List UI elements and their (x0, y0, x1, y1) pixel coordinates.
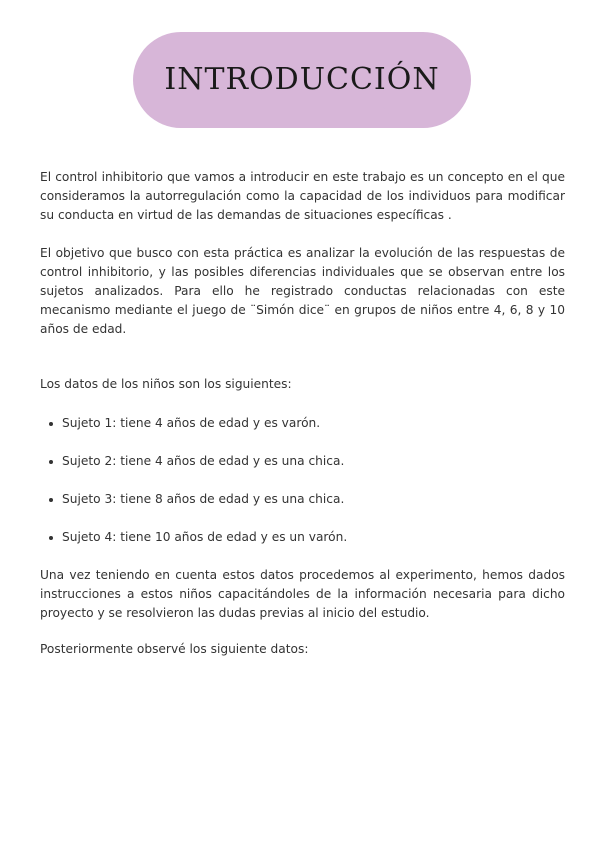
bullet-icon (49, 498, 53, 502)
closing-paragraph (40, 640, 565, 659)
list-item (40, 414, 565, 452)
bullet-icon (49, 536, 53, 540)
subject-text: Sujeto 3: tiene 8 años de edad y es una chica. (62, 492, 345, 506)
objective-text: El objetivo que busco con esta práctica es analizar la evolución de las respuestas de control inhibitorio, y las posibles diferencias individuales que se observan entre los sujetos analizados. Para ello he registrado conductas relacionadas con este mecanismo mediante el juego de ¨Simón dice¨ en grupos de niños entre 4, 6, 8 y 10 años de edad. (40, 246, 565, 336)
page-title: INTRODUCCIÓN (164, 62, 440, 97)
subject-text: Sujeto 4: tiene 10 años de edad y es un varón. (62, 530, 348, 544)
subject-text: Sujeto 1: tiene 4 años de edad y es varón. (62, 416, 321, 430)
subjects-list (40, 414, 565, 566)
objective-paragraph (40, 244, 565, 339)
list-item (40, 452, 565, 490)
list-item (40, 528, 565, 566)
list-item (40, 490, 565, 528)
bullet-icon (49, 460, 53, 464)
intro-paragraph (40, 168, 565, 225)
closing-text: Posteriormente observé los siguiente datos: (40, 642, 309, 656)
procedure-paragraph (40, 566, 565, 623)
title-badge (133, 32, 471, 128)
data-intro-paragraph (40, 375, 565, 394)
intro-text: El control inhibitorio que vamos a introducir en este trabajo es un concepto en el que consideramos la autorregulación como la capacidad de los individuos para modificar su conducta en virtud de las demandas de situaciones específicas . (40, 170, 565, 222)
bullet-icon (49, 422, 53, 426)
data-intro-text: Los datos de los niños son los siguientes: (40, 377, 292, 391)
procedure-text: Una vez teniendo en cuenta estos datos procedemos al experimento, hemos dados instrucciones a estos niños capacitándoles de la información necesaria para dicho proyecto y se resolvieron las dudas previas al inicio del estudio. (40, 568, 565, 620)
subject-text: Sujeto 2: tiene 4 años de edad y es una chica. (62, 454, 345, 468)
